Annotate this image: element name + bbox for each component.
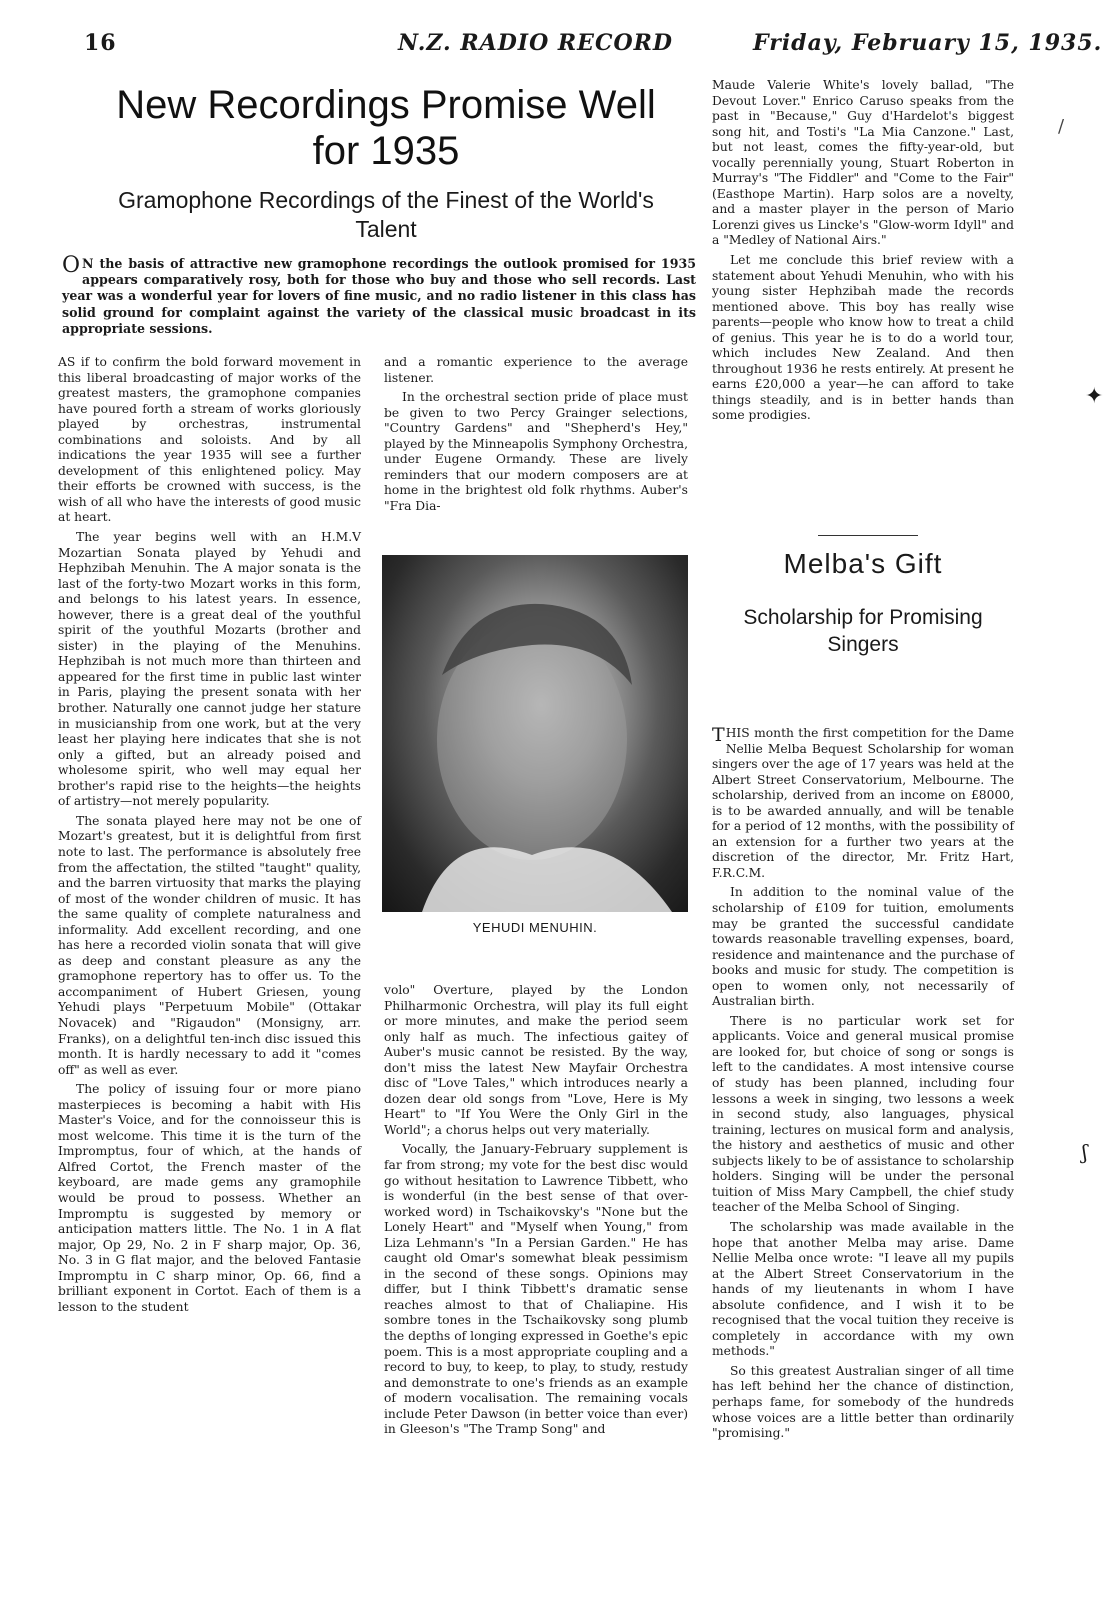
article-column-1 bbox=[58, 355, 361, 1319]
issue-date: Friday, February 15, 1935. bbox=[753, 30, 1103, 56]
margin-mark-icon: / bbox=[1058, 116, 1065, 137]
paragraph: The sonata played here may not be one of Mozart's greatest, but it is delightful from first note to last. The performance is absolutely free from the affectation, the stilted "taught" quality, and the barren virtuosity that marks the playing of most of the wonder children of music. It has the same quality of complete naturalness and informality. Add excellent recording, and one has here a recorded violin sonata that will give as deep and constant pleasure as any the gramophone repertory has to offer us. To the accompaniment of Hubert Griesen, young Yehudi plays "Perpetuum Mobile" (Ottakar Novacek) and "Rigaudon" (Monsigny, arr. Franks), on a delightful ten-inch disc issued this month. It is hardly necessary to add it "comes off" as well as ever. bbox=[58, 813, 361, 1077]
paragraph: The scholarship was made available in the hope that another Melba may arise. Dame Nellie Melba once wrote: "I leave all my pupils at the Albert Street Conservatorium in the hands of my lieutenants in whom I have absolute confidence, and I wish it to be recognised that the vocal tuition they receive is completely in accordance with my own methods." bbox=[712, 1219, 1014, 1359]
portrait-image bbox=[382, 555, 688, 912]
intro-dropcap: O bbox=[62, 253, 81, 278]
article-headline: New Recordings Promise Well for 1935 bbox=[116, 83, 656, 173]
intro-text: N the basis of attractive new gramophone recordings the outlook promised for 1935 appears comparatively rosy, both for those who buy and those who sell records. Last year was a wonderful year for lovers of fine music, and no radio listener in this class has solid ground for complaint against the variety of the classical music broadcast in its appropriate sessions. bbox=[62, 256, 696, 336]
paragraph: AS if to confirm the bold forward movement in this liberal broadcasting of major works of the greatest masters, the gramophone companies have poured forth a stream of works gloriously played by orchestras, instrumental combinations and soloists. And by all indications the year 1935 will see a further development of this enlightened policy. May their efforts be crowned with success, is the wish of all who have the interests of good music at heart. bbox=[58, 355, 361, 525]
paragraph: So this greatest Australian singer of all time has left behind her the chance of distinction, perhaps fame, for somebody of the hundreds whose voices are a little better than ordinarily "promising." bbox=[712, 1363, 1014, 1441]
publication-title: N.Z. RADIO RECORD bbox=[398, 30, 673, 56]
page-number: 16 bbox=[84, 30, 117, 56]
paragraph: Maude Valerie White's lovely ballad, "The Devout Lover." Enrico Caruso speaks from the past in "Because," Guy d'Hardelot's biggest song hit, and Tosti's "La Mia Canzone." Last, but not least, comes the fifty-year-old, but vocally perennially young, Stuart Roberton in Murray's "The Fiddler" and "Come to the Fair" (Easthope Martin). Harp solos are a novelty, and a master player in the person of Mario Lorenzi gives us Lincke's "Glow-worm Idyll" and a "Medley of National Airs." bbox=[712, 78, 1014, 248]
melba-dropcap: T bbox=[712, 724, 725, 746]
paragraph: Vocally, the January-February supplement is far from strong; my vote for the best disc would go without hesitation to Lawrence Tibbett, who is wonderful (in the best sense of that over-worked word) in Tschaikovsky's "None but the Lonely Heart" and "Myself when Young," from Liza Lehmann's "In a Persian Garden." He has caught old Omar's somewhat bleak pessimism in the second of these songs. Opinions may differ, but I think Tibbett's dramatic sense reaches almost to that of Chaliapine. His sombre tones in the Tschaikovsky song plumb the depths of longing expressed in Goethe's epic poem. This is a most appropriate coupling and a record to buy, to keep, to play, to study, restudy and demonstrate to one's friends as an example of modern vocalisation. The remaining vocals include Peter Dawson (in better voice than ever) in Gleeson's "The Tramp Song" and bbox=[384, 1142, 688, 1437]
paragraph: The year begins well with an H.M.V Mozartian Sonata played by Yehudi and Hephzibah Menuhin. The A major sonata is the last of the forty-two Mozart works in this form, and belongs to his latest years. In essence, however, there is a great deal of the youthful spirit of the youthful Mozarts (brother and sister) in the playing of the Menuhins. Hephzibah is not much more than thirteen and appeared for the first time in public last winter in Paris, playing the present sonata with her brother. Naturally one cannot judge her stature in musicianship from one work, but at the very least her playing here indicates that she is not only a gifted, but an already poised and wholesome spirit, who well may equal her brother's rapid rise to the heights—the heights of artistry—not merely popularity. bbox=[58, 530, 361, 809]
ink-mark-icon: ʃ bbox=[1082, 1140, 1088, 1164]
ink-smudge-icon: ✦ bbox=[1085, 384, 1104, 409]
article-column-3 bbox=[712, 78, 1014, 428]
article-subheadline: Gramophone Recordings of the Finest of the World's Talent bbox=[118, 187, 654, 242]
melba-title: Melba's Gift bbox=[783, 548, 943, 579]
paragraph: and a romantic experience to the average listener. bbox=[384, 355, 688, 385]
paragraph: There is no particular work set for applicants. Voice and general musical promise are looked for, but choice of song or songs is left to the candidates. A most intensive course of study has been planned, including four lessons a week in singing, two lessons a week in second study, also languages, physical training, lectures on musical form and analysis, the history and aesthetics of music and other subjects likely to be of assistance to scholarship holders. Singing will be under the personal tuition of Miss Mary Campbell, the chief study teacher of the Melba School of Singing. bbox=[712, 1013, 1014, 1215]
paragraph bbox=[712, 726, 1014, 881]
paragraph: In addition to the nominal value of the scholarship of £109 for tuition, emoluments may be granted the successful candidate towards reasonable travelling expenses, board, residence and maintenance and the purchase of books and music for study. The competition is open to women only, not necessarily of Australian birth. bbox=[712, 885, 1014, 1009]
paragraph: volo" Overture, played by the London Philharmonic Orchestra, will play its full eight or more minutes, and make the period seem only half as much. The infectious gaitey of Auber's music cannot be resisted. By the way, don't miss the latest New Mayfair Orchestra disc of "Love Tales," which introduces nearly a dozen dear old songs from "Love, Here is My Heart" to "If You Were the Only Girl in the World"; a chorus helps out very materially. bbox=[384, 983, 688, 1137]
paragraph: The policy of issuing four or more piano masterpieces is becoming a habit with His Master's Voice, and for the connoisseur this is most welcome. This time it is the turn of the Impromptus, four of which, at the hands of Alfred Cortot, the French master of the keyboard, are made gems any gramophile would be proud to possess. Whether an Impromptu is suggested by memory or anticipation matters little. The No. 1 in A flat major, Op 29, No. 2 in F sharp major, Op. 36, No. 3 in G flat major, and the beloved Fantasie Impromptu in C sharp minor, Op. 66, find a brilliant exponent in Cortot. Each of them is a lesson to the student bbox=[58, 1082, 361, 1314]
section-divider bbox=[818, 535, 918, 536]
article-intro bbox=[62, 253, 696, 337]
article-column-2-bottom bbox=[384, 983, 688, 1442]
melba-article-body bbox=[712, 726, 1014, 1446]
portrait-photo bbox=[382, 555, 688, 912]
melba-paragraph-text: HIS month the first competition for the Dame Nellie Melba Bequest Scholarship for woman singers over the age of 17 years was held at the Albert Street Conservatorium, Melbourne. The scholarship, derived from an income on £8000, is to be awarded annually, and will be tenable for a period of 12 months, with the possibility of an extension for a further two years at the discretion of the director, Mr. Fritz Hart, F.R.C.M. bbox=[712, 726, 1014, 880]
article-column-2-top bbox=[384, 355, 688, 518]
paragraph: Let me conclude this brief review with a statement about Yehudi Menuhin, who with his young sister Hephzibah made the records mentioned above. This boy has really wise parents—people who know how to treat a child of genius. This year he is to do a world tour, which includes New Zealand. And then throughout 1936 he rests entirely. At present he earns £20,000 a year—he can afford to take things steadily, and is in better hands than some prodigies. bbox=[712, 253, 1014, 423]
paragraph: In the orchestral section pride of place must be given to two Percy Grainger selections, "Country Gardens" and "Shepherd's Hey," played by the Minneapolis Symphony Orchestra, under Eugene Ormandy. These are lively reminders that our modern composers are at home in the brightest old folk rhythms. Auber's "Fra Dia- bbox=[384, 390, 688, 513]
photo-caption: YEHUDI MENUHIN. bbox=[472, 920, 598, 935]
melba-subtitle: Scholarship for Promising Singers bbox=[743, 606, 983, 656]
